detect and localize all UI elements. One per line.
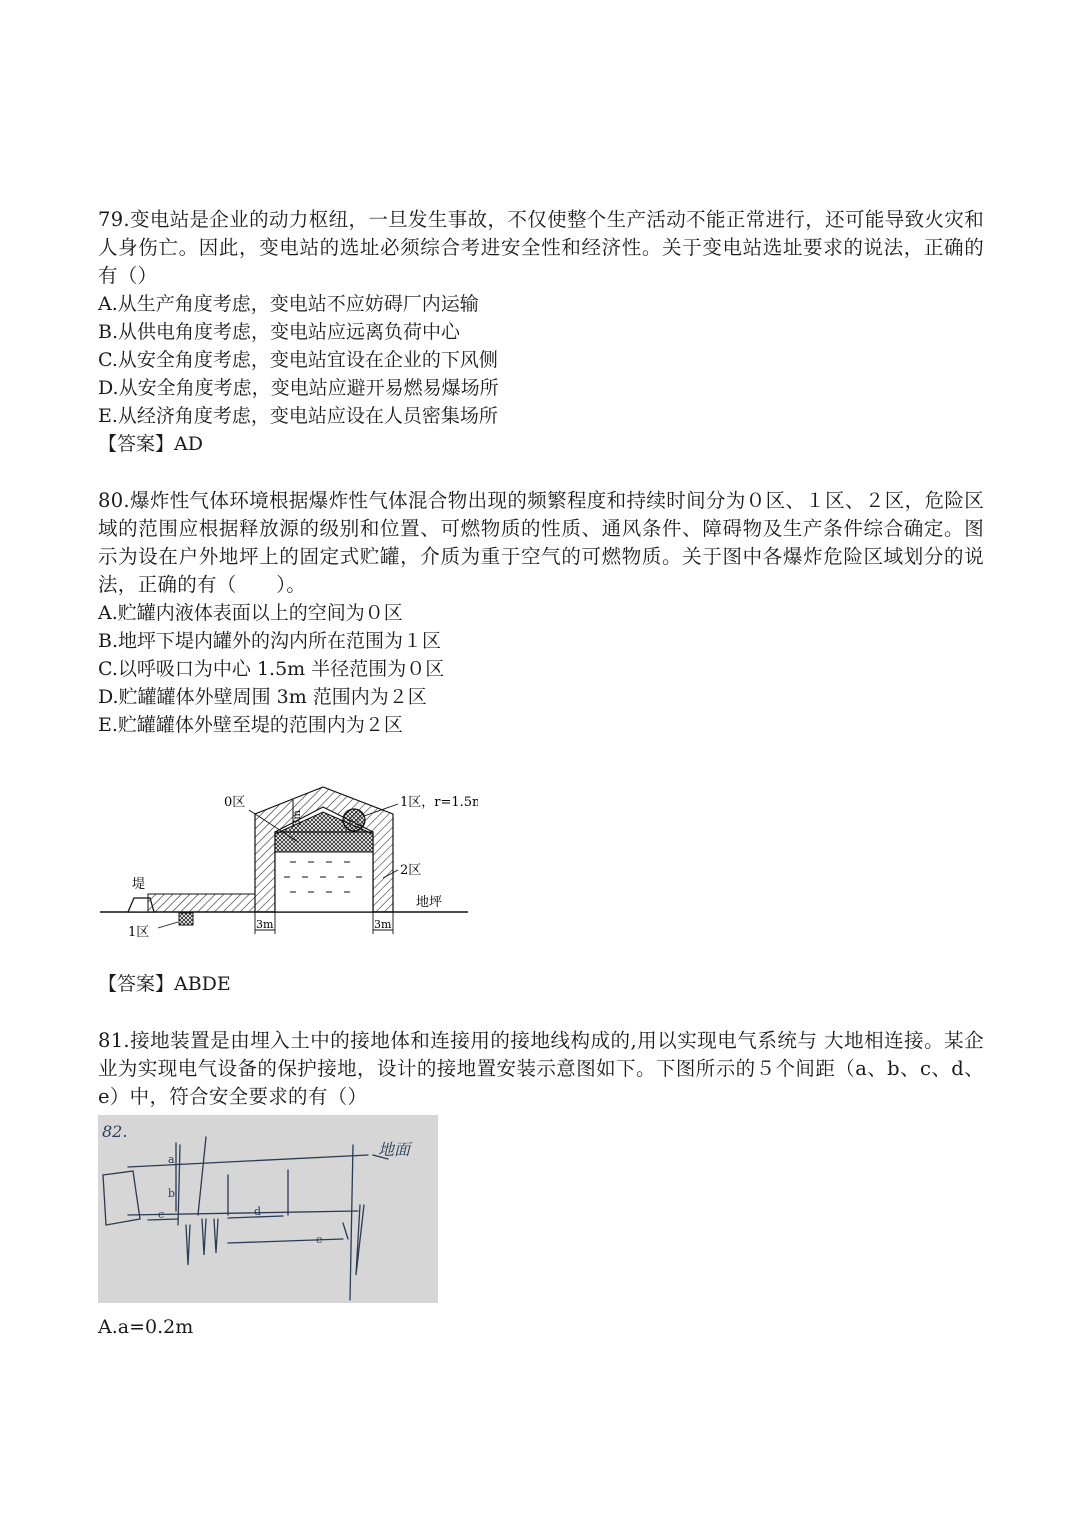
question-79-option-c: C.从安全角度考虑，变电站宜设在企业的下风侧 xyxy=(98,349,498,371)
question-80-option-e: E.贮罐罐体外壁至堤的范围内为２区 xyxy=(98,714,403,736)
label-3m-left: 3m xyxy=(256,918,274,931)
question-79-option-b: B.从供电角度考虑，变电站应远离负荷中心 xyxy=(98,321,461,343)
question-80 xyxy=(98,487,984,739)
question-79-answer: 【答案】AD xyxy=(98,433,203,455)
label-zone-1-pit: 1区 xyxy=(128,925,150,940)
tank-hazard-zone-figure xyxy=(98,782,478,952)
question-79-stem: 79.变电站是企业的动力枢纽，一旦发生事故，不仅使整个生产活动不能正常进行，还可能导致火灾和人身伤亡。因此，变电站的选址必须综合考进安全性和经济性。关于变电站选址要求的说法，正确的有（） xyxy=(98,208,984,287)
question-79-option-a: A.从生产角度考虑，变电站不应妨碍厂内运输 xyxy=(98,293,479,315)
question-79-option-e: E.从经济角度考虑，变电站应设在人员密集场所 xyxy=(98,405,498,427)
label-zone-2: 2区 xyxy=(400,863,422,878)
label-3m-right: 3m xyxy=(374,918,392,931)
zone-1-pit xyxy=(179,913,193,925)
zone-1-vent-circle xyxy=(343,809,365,831)
label-dike: 堤 xyxy=(132,877,146,892)
question-80-option-d: D.贮罐罐体外壁周围 3m 范围内为２区 xyxy=(98,686,427,708)
question-80-option-b: B.地坪下堤内罐外的沟内所在范围为１区 xyxy=(98,630,442,652)
question-81-option-a: A.a=0.2m xyxy=(98,1316,194,1338)
label-sketch-c: c xyxy=(158,1208,165,1221)
question-79-option-d: D.从安全角度考虑，变电站应避开易燃易爆场所 xyxy=(98,377,499,399)
label-sketch-d: d xyxy=(254,1205,262,1218)
question-80-option-a: A.贮罐内液体表面以上的空间为０区 xyxy=(98,602,403,624)
label-zone-1-vent: 1区，r=1.5m xyxy=(400,795,478,810)
zone-2-floor-strip xyxy=(148,894,255,912)
label-ground: 地坪 xyxy=(416,895,443,910)
question-81 xyxy=(98,1027,984,1111)
grounding-sketch-figure xyxy=(98,1115,438,1303)
label-3m-top: 3m xyxy=(292,810,303,826)
label-zone-0: 0区 xyxy=(224,795,246,810)
question-81-options xyxy=(98,1313,984,1341)
question-80-answer: 【答案】ABDE xyxy=(98,973,231,995)
label-sketch-a: a xyxy=(168,1153,175,1166)
label-sketch-number: 82. xyxy=(102,1122,128,1141)
label-sketch-ground: 地面 xyxy=(378,1140,411,1159)
question-79 xyxy=(98,206,984,458)
question-80-option-c: C.以呼吸口为中心 1.5m 半径范围为０区 xyxy=(98,658,445,680)
label-sketch-e: e xyxy=(316,1233,323,1246)
label-sketch-b: b xyxy=(168,1187,176,1200)
question-81-stem: 81.接地装置是由埋入土中的接地体和连接用的接地线构成的,用以实现电气系统与 大地相连接。某企业为实现电气设备的保护接地，设计的接地置安装示意图如下。下图所示的５个间距（a、b、c、d、e）中，符合安全要求的有（） xyxy=(98,1029,984,1108)
question-80-stem: 80.爆炸性气体环境根据爆炸性气体混合物出现的频繁程度和持续时间分为０区、１区、２区，危险区域的范围应根据释放源的级别和位置、可燃物质的性质、通风条件、障碍物及生产条件综合确定。图示为设在户外地坪上的固定式贮罐，介质为重于空气的可燃物质。关于图中各爆炸危险区域划分的说法，正确的有（ ）。 xyxy=(98,489,984,596)
question-80-answer-wrap xyxy=(98,970,984,998)
